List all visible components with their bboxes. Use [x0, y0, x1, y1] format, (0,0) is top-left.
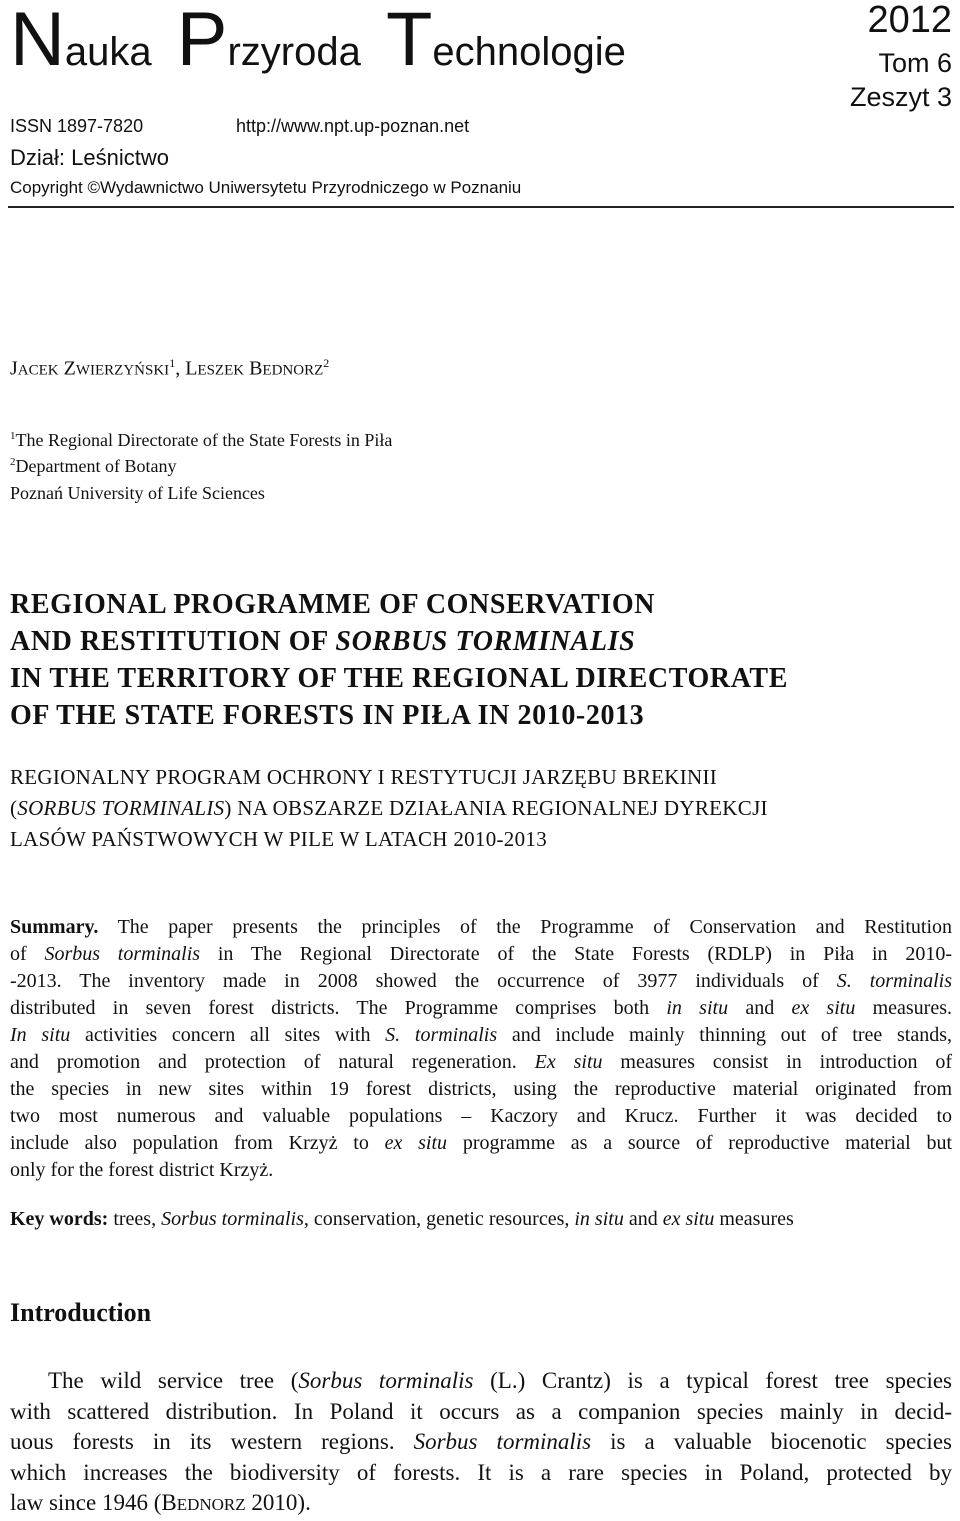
journal-url[interactable]: http://www.npt.up-poznan.net	[236, 116, 470, 136]
summary: Summary. The paper presents the principles of the Programme of Conservation and Restitution of Sorbus torminalis in The Regional Directorate of the State Forests (RDLP) in Piła in 2010- -2013. The inventory made in 2008 showed the occurrence of 3977 individuals of S. torminalis distributed in seven forest districts. The Programme comprises both in situ and ex situ measures. In situ activities concern all sites with S. torminalis and include mainly thinning out of tree stands, and promotion and protection of natural regeneration. Ex situ measures consist in introduction of the species in new sites within 19 forest districts, using the reproductive material originated from two most numerous and valuable populations – Kaczory and Krucz. Further it was decided to include also population from Krzyż to ex situ programme as a source of reproductive material but only for the forest district Krzyż.	[10, 916, 953, 1181]
journal-year: 2012	[867, 0, 952, 41]
introduction-body: The wild service tree (Sorbus torminalis (L.) Crantz) is a typical forest tree species with scattered distribution. In Poland it occurs as a companion species mainly in decid- uous forests in its western regions. Sorbus torminalis is a valuable biocenotic species which increases the biodiversity of forests. It is a rare species in Poland, protected by law since 1946 (BEDNORZ 2010).	[10, 1368, 952, 1515]
journal-initial-n: N	[10, 0, 65, 82]
issn: ISSN 1897-7820	[10, 116, 144, 136]
keywords-label: Key words:	[10, 1208, 109, 1230]
affiliation-1: $^1$The Regional Directorate of the State Forests in Piła	[10, 430, 393, 450]
section-label: Dział: Leśnictwo	[10, 145, 169, 170]
keywords: Key words: trees, Sorbus torminalis, conservation, genetic resources, in situ and ex situ measures	[10, 1208, 794, 1230]
journal-word-nauka: auka	[64, 30, 152, 74]
journal-initial-p: P	[176, 0, 228, 82]
journal-issue: Zeszyt 3	[849, 82, 952, 112]
title-polish: REGIONALNY PROGRAM OCHRONY I RESTYTUCJI JARZĘBU BREKINII (SORBUS TORMINALIS) NA OBSZARZE DZIAŁANIA REGIONALNEJ DYREKCJI LASÓW PAŃSTWOWYCH W PILE W LATACH 2010-2013	[10, 765, 768, 851]
affiliation-3: Poznań University of Life Sciences	[10, 483, 265, 503]
title-english: REGIONAL PROGRAMME OF CONSERVATION AND RESTITUTION OF SORBUS TORMINALIS IN THE TERRITORY OF THE REGIONAL DIRECTORATE OF THE STATE FORESTS IN PIŁA IN 2010-2013	[10, 589, 788, 731]
copyright: Copyright ©Wydawnictwo Uniwersytetu Przyrodniczego w Poznaniu	[10, 178, 522, 197]
introduction-heading: Introduction	[10, 1298, 152, 1327]
journal-initial-t: T	[385, 0, 433, 82]
journal-word-przyroda: rzyroda	[227, 30, 361, 74]
authors: JACEK ZWIERZYŃSKI$^1$, LESZEK BEDNORZ$^2$	[10, 356, 330, 380]
summary-label: Summary.	[10, 916, 99, 938]
journal-title	[10, 0, 626, 82]
journal-word-technologie: echnologie	[432, 30, 626, 74]
journal-volume: Tom 6	[878, 48, 952, 78]
affiliation-2: $^2$Department of Botany	[10, 456, 177, 476]
header-divider	[8, 206, 954, 208]
